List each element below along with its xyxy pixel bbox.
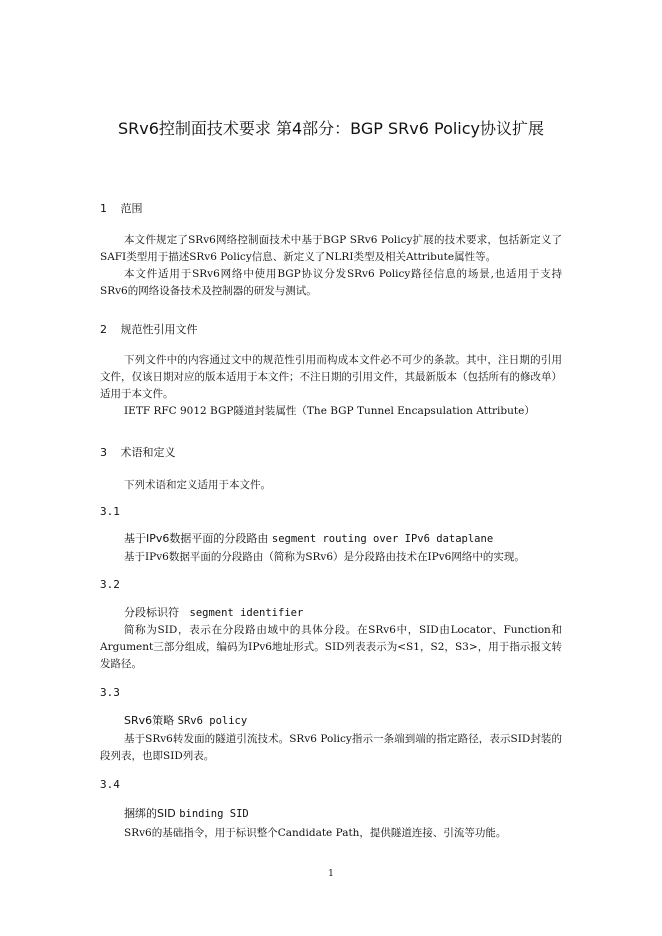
term-name-zh: 捆绑的SID	[124, 807, 176, 820]
section-title: 规范性引用文件	[120, 323, 198, 336]
term-number: 3.4	[100, 778, 120, 791]
term-name-zh: SRv6策略	[124, 714, 175, 727]
term-definition: 基于IPv6数据平面的分段路由（简称为SRv6）是分段路由技术在IPv6网络中的实现。	[124, 551, 525, 563]
term-name-en: segment identifier	[189, 607, 304, 619]
term-name-zh: 分段标识符	[124, 606, 179, 619]
term-heading	[124, 805, 249, 821]
term-definition: 简称为SID，表示在分段路由域中的具体分段。在SRv6中，SID由Locator、Function和Argument三部分组成，编码为IPv6地址形式。SID列表表示为<S1，S2，S3>，用于指示报文转发路径。	[100, 624, 562, 670]
term-definition: 基于SRv6转发面的隧道引流技术。SRv6 Policy指示一条端到端的指定路径，表示SID封装的段列表，也即SID列表。	[100, 733, 562, 762]
term-name-en: binding SID	[179, 808, 249, 820]
page-number: 1	[328, 869, 334, 879]
section-number: 1	[100, 202, 107, 215]
document-title: SRv6控制面技术要求 第4部分：BGP SRv6 Policy协议扩展	[117, 119, 545, 138]
section-heading-scope	[100, 200, 143, 216]
section-title: 范围	[120, 202, 143, 215]
section-number: 3	[100, 446, 107, 459]
term-heading	[124, 530, 493, 546]
section-title: 术语和定义	[120, 446, 176, 459]
term-number: 3.1	[100, 505, 120, 518]
term-heading	[124, 712, 247, 728]
terms-intro: 下列术语和定义适用于本文件。	[124, 479, 271, 491]
paragraph: 本文件适用于SRv6网络中使用BGP协议分发SRv6 Policy路径信息的场景,也适用于支持SRv6的网络设备技术及控制器的研发与测试。	[100, 268, 562, 297]
paragraph: 本文件规定了SRv6网络控制面技术中基于BGP SRv6 Policy扩展的技术要求，包括新定义了SAFI类型用于描述SRv6 Policy信息、新定义了NLRI类型及相关Attribute属性等。	[100, 234, 562, 263]
term-name-en: segment routing over IPv6 dataplane	[271, 533, 494, 545]
term-name-en: SRv6 policy	[177, 715, 248, 727]
term-definition: SRv6的基础指令，用于标识整个Candidate Path，提供隧道连接、引流等功能。	[124, 827, 507, 839]
paragraph: 下列文件中的内容通过文中的规范性引用而构成本文件必不可少的条款。其中，注日期的引用文件，仅该日期对应的版本适用于本文件；不注日期的引用文件，其最新版本（包括所有的修改单）适用于本文件。	[100, 354, 562, 400]
term-name-zh: 基于IPv6数据平面的分段路由	[124, 532, 269, 545]
term-number: 3.3	[100, 686, 120, 699]
section-heading-normative-references	[100, 321, 198, 337]
term-heading	[124, 604, 303, 620]
section-number: 2	[100, 323, 107, 336]
term-number: 3.2	[100, 578, 120, 591]
section-heading-terms	[100, 444, 176, 460]
reference-entry: IETF RFC 9012 BGP隧道封装属性（The BGP Tunnel Encapsulation Attribute）	[124, 405, 535, 417]
